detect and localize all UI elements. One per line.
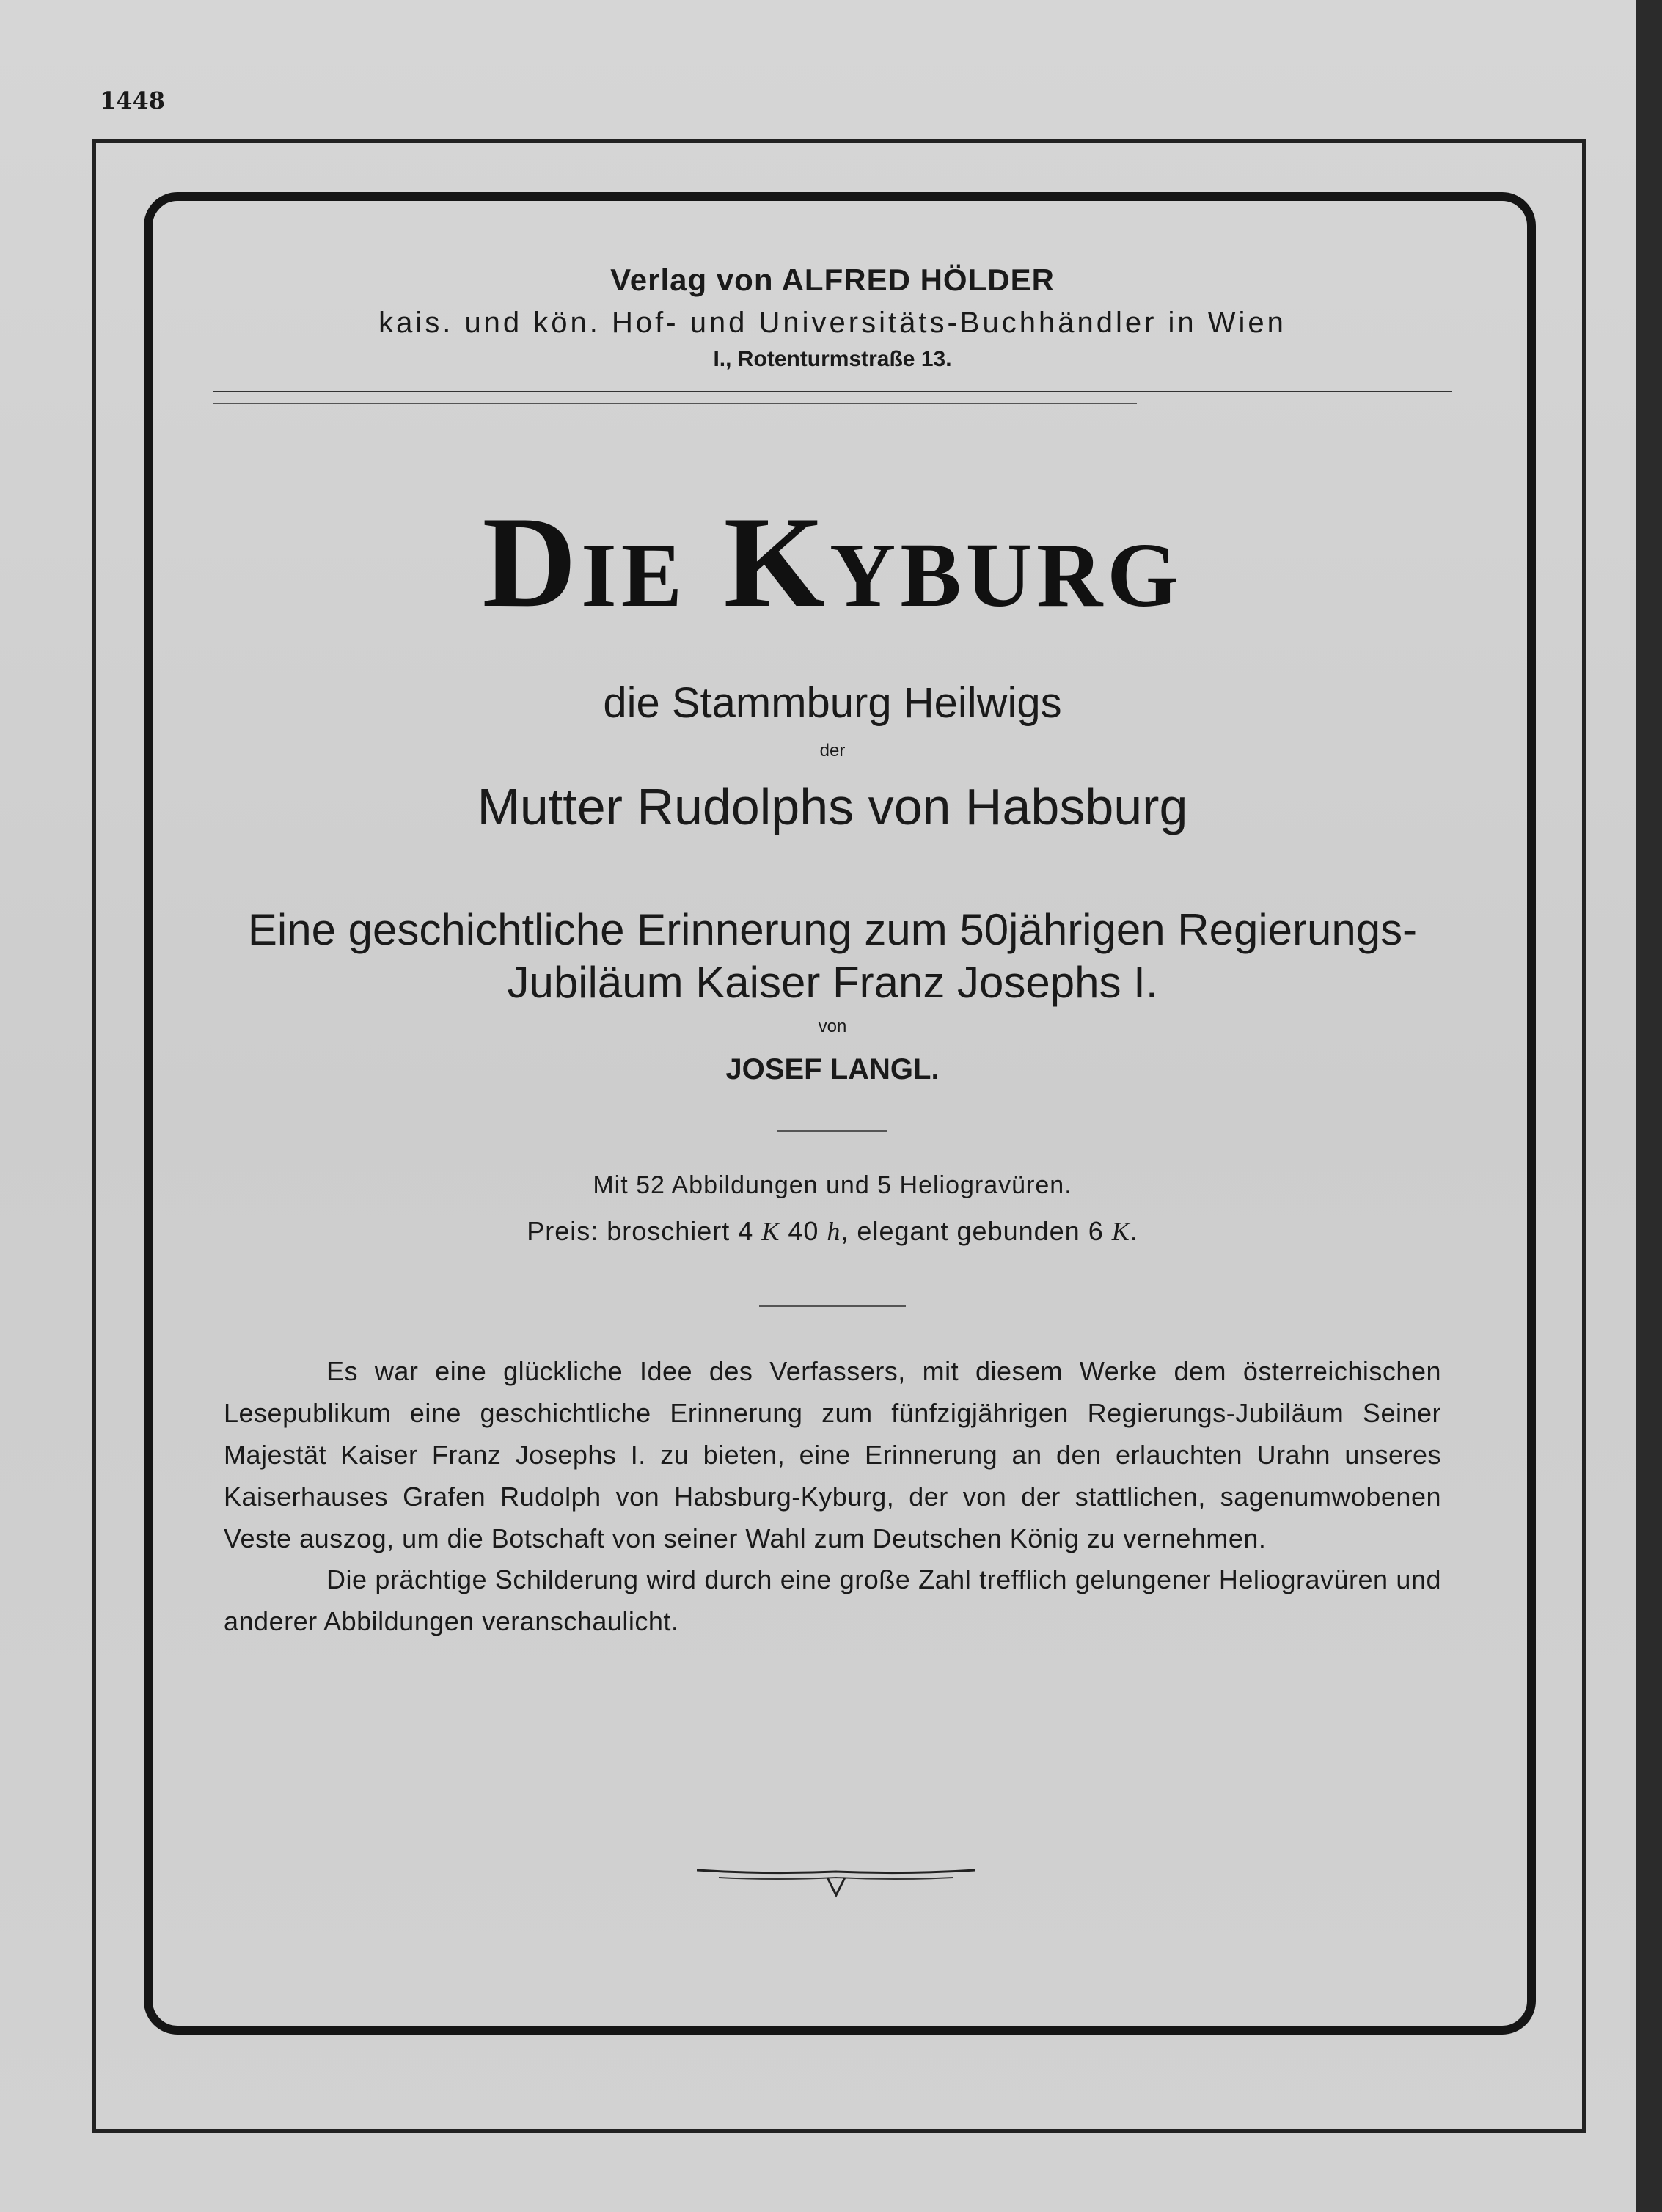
advertisement-content	[213, 249, 1452, 1643]
divider-rule	[777, 1130, 887, 1132]
illustrations-note: Mit 52 Abbildungen und 5 Heliogravüren.	[593, 1171, 1072, 1199]
body-paragraph-1: Es war eine glückliche Idee des Verfassers, mit diesem Werke dem österreichischen Lesepublikum eine geschichtliche Erinnerung zum fünfzigjährigen Regierungs-Jubiläum Seiner Majestät Kaiser Franz Josephs I. zu bieten, eine Erinnerung an den erlauchten Urahn unseres Kaiserhauses Grafen Rudolph von Habsburg-Kyburg, der von der stattlichen, sagenumwobenen Veste auszog, um die Botschaft von seiner Wahl zum Deutschen König zu vernehmen.	[224, 1356, 1441, 1553]
publisher-name: Verlag von ALFRED HÖLDER	[610, 263, 1055, 297]
price-unit-k: K	[761, 1217, 780, 1246]
header-rule-line	[213, 391, 1452, 392]
header-rule	[213, 391, 1452, 404]
publisher-title: kais. und kön. Hof- und Universitäts-Buchhändler in Wien	[378, 307, 1286, 339]
author-name: JOSEF LANGL.	[725, 1053, 940, 1085]
description-line-2: Jubiläum Kaiser Franz Josephs I.	[507, 958, 1158, 1007]
price-end: .	[1130, 1216, 1138, 1246]
book-subtitle: die Stammburg Heilwigs	[603, 679, 1062, 727]
book-description	[213, 904, 1452, 1009]
header-rule-line-short	[213, 403, 1137, 404]
ornament-icon	[697, 1856, 975, 1900]
body-text	[224, 1351, 1441, 1643]
book-subtitle-2: Mutter Rudolphs von Habsburg	[477, 778, 1188, 835]
book-title: Die Kyburg	[482, 489, 1183, 634]
price-unit-k2: K	[1111, 1217, 1130, 1246]
connector-der: der	[819, 741, 846, 761]
scan-edge	[1636, 0, 1662, 2212]
price-mid: 40	[788, 1216, 819, 1246]
price-suffix: , elegant gebunden 6	[841, 1216, 1104, 1246]
publisher-address: I., Rotenturmstraße 13.	[713, 347, 952, 371]
price-line	[213, 1216, 1452, 1247]
price-prefix: Preis: broschiert 4	[527, 1216, 754, 1246]
connector-von: von	[818, 1017, 847, 1036]
price-unit-h: h	[827, 1217, 841, 1246]
page-number: 1448	[100, 87, 166, 114]
divider-rule-2	[759, 1305, 906, 1307]
body-paragraph-2: Die prächtige Schilderung wird durch eine große Zahl trefflich gelungener Heliogravüren und anderer Abbildungen veranschaulicht.	[224, 1564, 1441, 1637]
description-line-1: Eine geschichtliche Erinnerung zum 50jährigen Regierungs-	[247, 905, 1418, 954]
